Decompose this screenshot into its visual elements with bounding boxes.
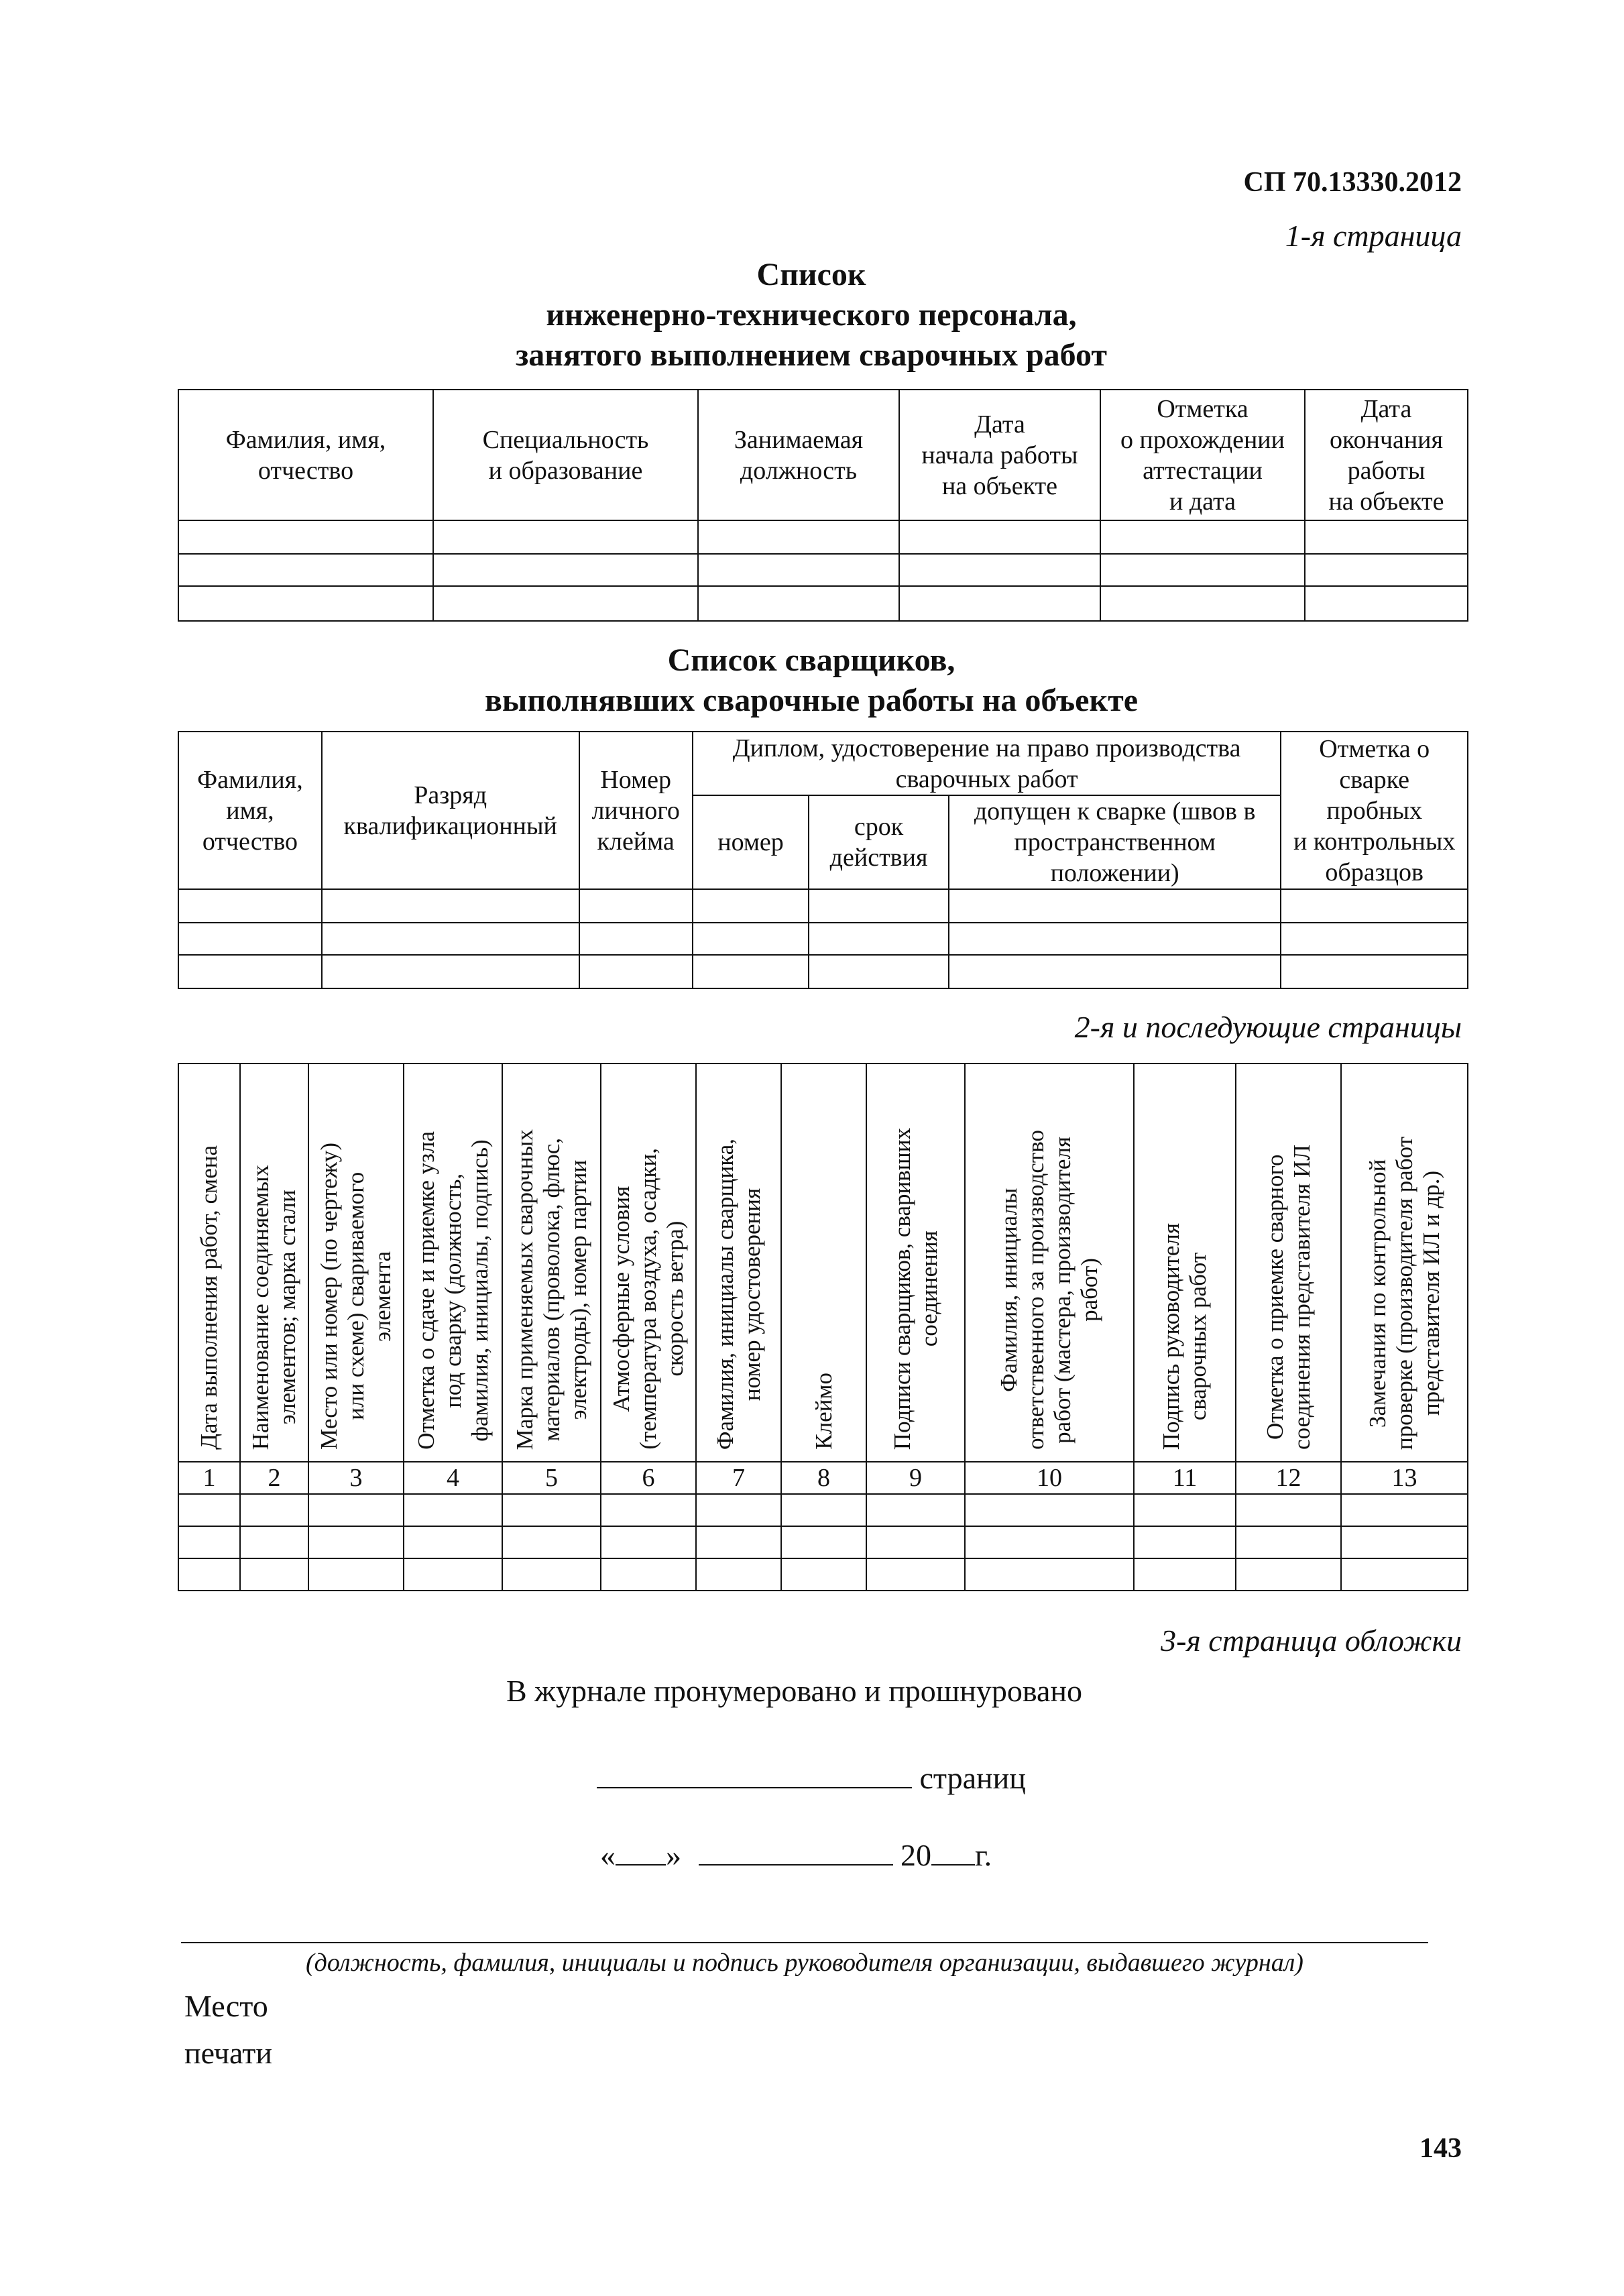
seal-line-2: печати (184, 2036, 272, 2070)
staff-col-name: Фамилия, имя, отчество (178, 390, 433, 520)
journal-col-2: Наименование соединяемых элементов; марка стали (240, 1064, 308, 1462)
welders-col-admitted: допущен к сварке (швов в пространственном положении) (949, 795, 1281, 889)
month-blank (699, 1831, 893, 1866)
welders-col-number: номер (693, 795, 809, 889)
welders-col-rank: Разряд квалификационный (322, 732, 579, 889)
staff-col-start: Дата начала работы на объекте (899, 390, 1100, 520)
page-label-1: 1-я страница (1285, 219, 1462, 253)
welders-col-stamp: Номер личного клейма (579, 732, 693, 889)
pages-count-blank (597, 1754, 912, 1788)
quote-open: « (600, 1838, 616, 1872)
list2-title-line: выполнявших сварочные работы на объекте (484, 683, 1139, 718)
cover-pages-line (597, 1754, 1267, 1796)
journal-col-11: Подпись руководителя сварочных работ (1134, 1064, 1236, 1462)
welders-col-term: срок действия (809, 795, 949, 889)
table-row (178, 923, 1468, 955)
list1-title-line: занятого выполнением сварочных работ (516, 337, 1107, 373)
journal-col-12: Отметка о приемке сварного соединения представителя ИЛ (1236, 1064, 1341, 1462)
year-prefix: 20 (901, 1838, 931, 1872)
journal-col-4: Отметка о сдаче и приемке узла под сварку (должность, фамилия, инициалы, подпись) (404, 1064, 502, 1462)
table-row (178, 1558, 1468, 1591)
year-suffix: г. (975, 1838, 992, 1872)
list1-title (335, 255, 1287, 376)
cover-date-line (600, 1831, 1405, 1873)
welders-col-mark: Отметка о сварке пробных и контрольных образцов (1281, 732, 1468, 889)
journal-col-1: Дата выполнения работ, смена (178, 1064, 240, 1462)
list1-title-line: Список (756, 257, 866, 292)
staff-col-specialty: Специальность и образование (433, 390, 698, 520)
welders-col-name: Фамилия, имя, отчество (178, 732, 322, 889)
table-row (178, 554, 1468, 586)
staff-col-attestation: Отметка о прохождении аттестации и дата (1100, 390, 1305, 520)
staff-col-end: Дата окончания работы на объекте (1305, 390, 1468, 520)
staff-col-position: Занимаемая должность (698, 390, 899, 520)
journal-table (178, 1063, 1468, 1591)
table-row (178, 1526, 1468, 1558)
quote-close: » (666, 1838, 681, 1872)
page-label-3: 3-я страница обложки (1161, 1623, 1462, 1658)
journal-col-9: Подписи сварщиков, сваривших соединения (866, 1064, 965, 1462)
list1-title-line: инженерно-технического персонала, (546, 297, 1077, 333)
journal-col-8: Клеймо (781, 1064, 866, 1462)
list2-title-line: Список сварщиков, (667, 642, 955, 678)
journal-col-13: Замечания по контрольной проверке (производителя работ представителя ИЛ и др.) (1341, 1064, 1468, 1462)
journal-col-10: Фамилия, инициалы ответственного за производство работ (мастера, производителя работ) (965, 1064, 1134, 1462)
journal-number-row: 1 2 3 4 5 6 7 8 9 10 11 12 13 (178, 1462, 1468, 1494)
year-blank (931, 1831, 975, 1866)
journal-col-6: Атмосферные условия (температура воздуха, осадки, скорость ветра) (601, 1064, 696, 1462)
table-row (178, 520, 1468, 554)
signature-caption: (должность, фамилия, инициалы и подпись руководителя организации, выдавшего журнал) (306, 1949, 1303, 1977)
staff-table-header (178, 390, 1468, 520)
signature-line (181, 1942, 1428, 1943)
page-label-2: 2-я и последующие страницы (1074, 1010, 1462, 1044)
table-row (178, 1494, 1468, 1526)
page-number: 143 (1419, 2133, 1462, 2164)
staff-table (178, 389, 1468, 622)
welders-table (178, 731, 1468, 989)
journal-col-3: Место или номер (по чертежу) или схеме) свариваемого элемента (308, 1064, 404, 1462)
table-row (178, 889, 1468, 923)
welders-col-diploma: Диплом, удостоверение на право производства сварочных работ (693, 732, 1281, 795)
seal-line-1: Место (184, 1989, 268, 2023)
journal-col-5: Марка применяемых сварочных материалов (проволока, флюс, электроды), номер партии (502, 1064, 601, 1462)
document-code: СП 70.13330.2012 (1243, 167, 1462, 198)
pages-word: страниц (919, 1761, 1026, 1795)
list2-title (335, 640, 1287, 721)
day-blank (616, 1831, 666, 1866)
table-row (178, 586, 1468, 621)
journal-col-7: Фамилия, инициалы сварщика, номер удостоверения (696, 1064, 781, 1462)
table-row (178, 955, 1468, 988)
cover-line-1: В журнале пронумеровано и прошнуровано (506, 1674, 1082, 1708)
